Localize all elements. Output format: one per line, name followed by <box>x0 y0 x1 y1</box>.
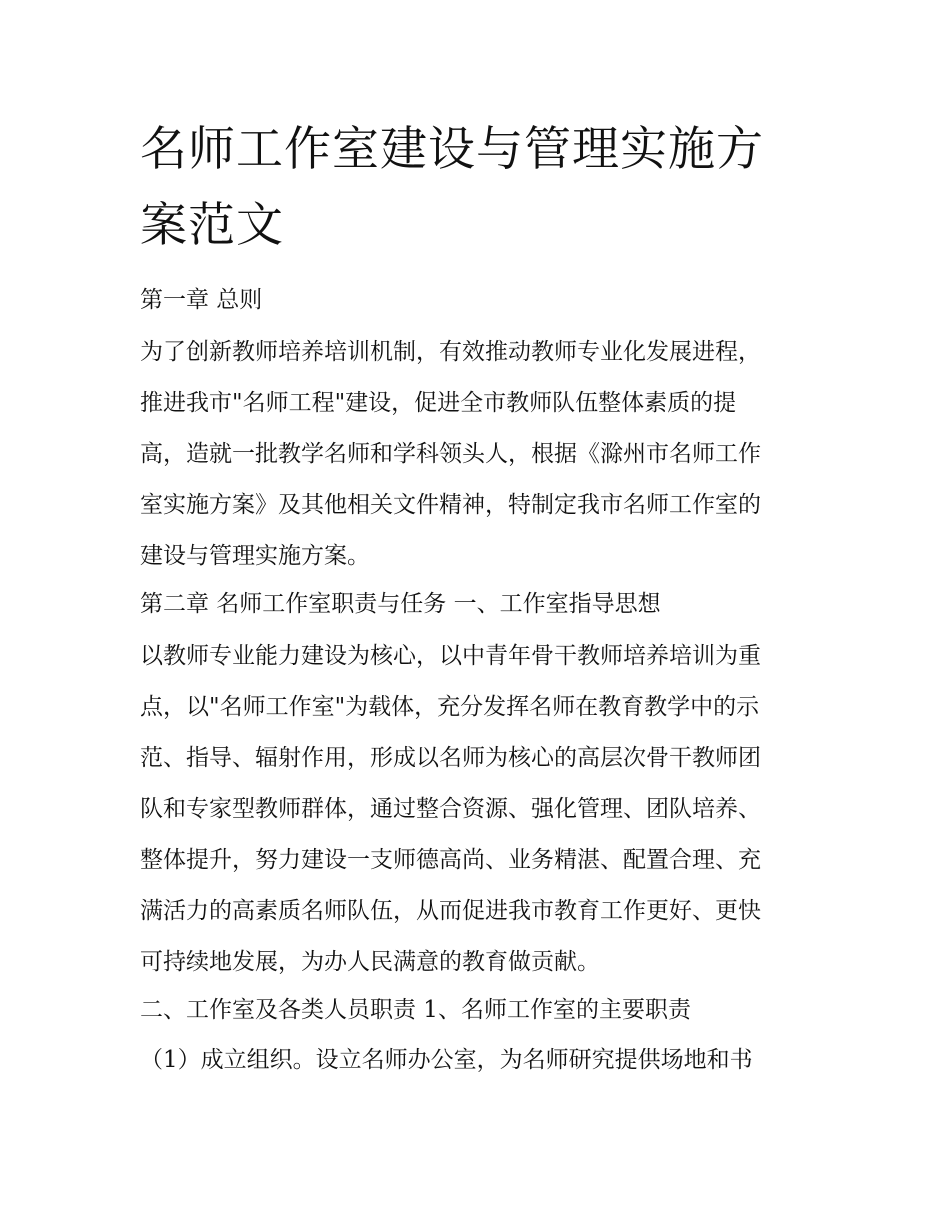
text-line: 满活力的高素质名师队伍，从而促进我市教育工作更好、更快 <box>140 898 761 924</box>
text-line: 点，以"名师工作室"为载体，充分发挥名师在教育教学中的示 <box>140 694 760 720</box>
paragraph-1 <box>140 327 820 582</box>
paragraph-2 <box>140 631 820 988</box>
text-line: 整体提升，努力建设一支师德高尚、业务精湛、配置合理、充 <box>140 847 761 873</box>
text-line: 以教师专业能力建设为核心，以中青年骨干教师培养培训为重 <box>140 643 761 669</box>
chapter-1-heading: 第一章 总则 <box>140 287 263 313</box>
chapter-2-heading: 第二章 名师工作室职责与任务 一、工作室指导思想 <box>140 591 661 617</box>
text-line: 推进我市"名师工程"建设，促进全市教师队伍整体素质的提 <box>140 390 737 416</box>
text-line: 范、指导、辐射作用，形成以名师为核心的高层次骨干教师团 <box>140 745 761 771</box>
text-line: （1）成立组织。设立名师办公室，为名师研究提供场地和书 <box>140 1047 753 1073</box>
text-line: 队和专家型教师群体，通过整合资源、强化管理、团队培养、 <box>140 796 761 822</box>
title-line: 名师工作室建设与管理实施方 <box>140 122 764 177</box>
paragraph-3 <box>140 1035 820 1086</box>
title-line: 案范文 <box>140 198 284 253</box>
section-2-heading: 二、工作室及各类人员职责 1、名师工作室的主要职责 <box>140 997 691 1023</box>
text-line: 室实施方案》及其他相关文件精神，特制定我市名师工作室的 <box>140 492 761 518</box>
text-line: 高，造就一批教学名师和学科领头人，根据《滁州市名师工作 <box>140 441 761 467</box>
text-line: 可持续地发展，为办人民满意的教育做贡献。 <box>140 949 600 975</box>
text-line: 建设与管理实施方案。 <box>140 543 370 569</box>
text-line: 为了创新教师培养培训机制，有效推动教师专业化发展进程， <box>140 339 761 365</box>
document-title <box>140 112 820 264</box>
